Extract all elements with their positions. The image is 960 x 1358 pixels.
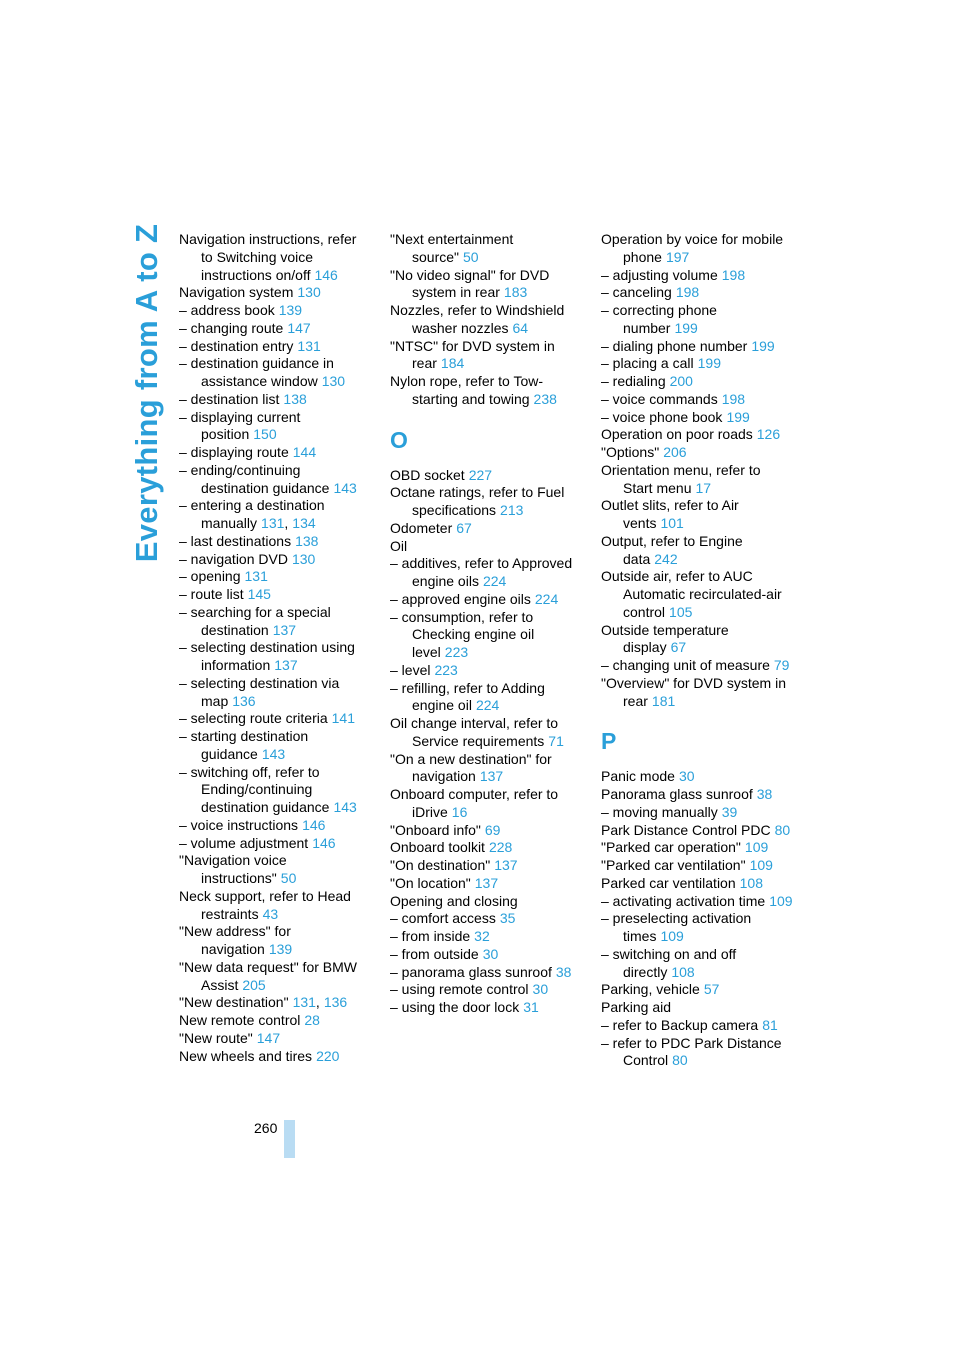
index-entry — [390, 839, 582, 857]
page-link[interactable]: 130 — [321, 373, 346, 389]
entry-text: Oil change interval, refer to Service requirements — [390, 715, 559, 749]
index-entry — [179, 852, 371, 888]
index-entry — [179, 568, 371, 586]
index-entry — [601, 786, 793, 804]
entry-text: – opening — [179, 568, 241, 585]
index-column-3 — [601, 231, 793, 1070]
page-link[interactable]: 43 — [262, 905, 279, 922]
index-entry — [601, 910, 793, 946]
entry-text: Panic mode — [601, 768, 675, 785]
entry-text: Orientation menu, refer to Start menu — [601, 461, 761, 496]
index-entry — [601, 338, 793, 356]
index-entry — [179, 391, 371, 409]
index-entry — [601, 391, 793, 409]
index-entry — [601, 875, 793, 893]
page-link[interactable]: 139 — [278, 302, 303, 318]
entry-text: – starting destination guidance — [179, 728, 309, 762]
page-link[interactable]: 16 — [451, 803, 468, 820]
index-entry — [601, 284, 793, 302]
entry-text: – voice phone book — [601, 408, 723, 425]
index-entry — [601, 302, 793, 338]
index-column-2 — [390, 231, 582, 1017]
index-entry — [179, 231, 371, 284]
entry-text: Output, refer to Engine data — [601, 532, 743, 567]
index-entry — [390, 964, 582, 982]
index-entry — [179, 462, 371, 498]
entry-text: – voice instructions — [179, 816, 299, 833]
entry-text: "New data request" for BMW Assist — [179, 958, 358, 993]
page-link[interactable]: 227 — [468, 466, 493, 483]
page-link[interactable]: 137 — [474, 874, 499, 891]
entry-text: Outside air, refer to AUC Automatic recirculated-air control — [601, 568, 782, 620]
entry-text: – from inside — [390, 928, 471, 944]
index-entry — [179, 959, 371, 995]
page-link[interactable]: 238 — [533, 390, 557, 407]
page-link[interactable]: 206 — [663, 444, 687, 460]
index-entry — [390, 520, 582, 538]
page-link[interactable]: 101 — [660, 515, 684, 531]
page-link[interactable]: 57 — [703, 981, 720, 998]
index-entry — [390, 715, 582, 751]
index-entry — [390, 822, 582, 840]
index-entry — [179, 551, 371, 569]
index-entry — [179, 444, 371, 462]
page-link[interactable]: 131 — [292, 994, 316, 1011]
page-link[interactable]: 38 — [756, 786, 773, 802]
index-entry — [179, 835, 371, 853]
page-link[interactable]: 197 — [665, 248, 690, 265]
entry-text: – volume adjustment — [179, 834, 309, 851]
entry-text: – adjusting volume — [601, 266, 718, 283]
page-link[interactable]: 205 — [242, 976, 266, 993]
index-entry — [601, 462, 793, 498]
page-link[interactable]: 138 — [295, 532, 319, 549]
entry-text: "Navigation voice instructions" — [179, 852, 287, 886]
page-link[interactable]: 81 — [762, 1016, 778, 1033]
entry-text: – navigation DVD — [179, 550, 288, 567]
page-link[interactable]: 126 — [756, 426, 781, 443]
entry-text: – destination guidance in assistance window — [179, 355, 334, 389]
page-link[interactable]: 220 — [316, 1047, 340, 1064]
index-entry — [390, 680, 582, 716]
entry-text: – level — [390, 661, 431, 678]
index-entry — [390, 484, 582, 520]
page-link[interactable]: 71 — [548, 732, 564, 749]
page-link[interactable]: 143 — [261, 745, 286, 762]
entry-text: – voice commands — [601, 390, 718, 407]
page-link[interactable]: 30 — [482, 945, 499, 962]
entry-text: "New route" — [179, 1029, 253, 1046]
entry-text: Parked car ventilation — [601, 874, 736, 891]
index-entry — [390, 946, 582, 964]
entry-text: – refer to Backup camera — [601, 1016, 759, 1033]
page-link[interactable]: 184 — [440, 355, 465, 372]
entry-text: – destination list — [179, 390, 280, 407]
page-link[interactable]: 146 — [314, 266, 338, 283]
page-link[interactable]: 141 — [331, 710, 355, 727]
index-entry — [390, 538, 582, 556]
entry-text: – route list — [179, 586, 244, 602]
page-link[interactable]: 31 — [523, 999, 539, 1015]
index-entry — [601, 822, 793, 840]
entry-text: – moving manually — [601, 803, 718, 820]
page-link[interactable]: 224 — [534, 590, 559, 607]
page-link[interactable]: 130 — [297, 284, 321, 301]
entry-text: Onboard computer, refer to iDrive — [390, 786, 559, 820]
page-link[interactable]: 134 — [292, 515, 316, 531]
index-entry — [390, 999, 582, 1017]
index-entry — [390, 910, 582, 928]
index-entry — [390, 893, 582, 911]
entry-text: Navigation system — [179, 284, 294, 301]
page-link[interactable]: 137 — [479, 768, 504, 785]
entry-text: – address book — [179, 302, 275, 318]
page-link[interactable]: 198 — [675, 284, 700, 301]
page-link[interactable]: 136 — [232, 692, 256, 709]
entry-text: Nylon rope, refer to Tow-starting and towing — [390, 373, 544, 407]
index-entry — [390, 555, 582, 591]
entry-text: "Parked car operation" — [601, 839, 741, 856]
entry-text: – canceling — [601, 284, 672, 301]
page-link[interactable]: 138 — [283, 390, 307, 407]
index-entry — [179, 888, 371, 924]
index-entry — [601, 893, 793, 911]
index-column-1 — [179, 231, 371, 1065]
index-entry — [601, 1035, 793, 1071]
index-entry — [601, 497, 793, 533]
entry-text: "Options" — [601, 444, 660, 460]
page-link[interactable]: 199 — [674, 319, 698, 336]
entry-text: – selecting route criteria — [179, 710, 328, 727]
entry-text: Neck support, refer to Head restraints — [179, 887, 351, 922]
entry-text: "NTSC" for DVD system in rear — [390, 337, 555, 372]
index-entry — [601, 622, 793, 658]
entry-text: – last destinations — [179, 532, 292, 549]
page-link[interactable]: 242 — [654, 550, 678, 567]
index-entry — [179, 355, 371, 391]
entry-text: Panorama glass sunroof — [601, 786, 753, 802]
page-link[interactable]: 105 — [669, 603, 693, 620]
letter-heading: O — [390, 426, 408, 453]
index-entry — [601, 444, 793, 462]
page-link[interactable]: 199 — [697, 355, 721, 372]
page-link[interactable]: 67 — [456, 519, 472, 536]
index-entry — [390, 786, 582, 822]
index-entry — [390, 857, 582, 875]
page-marker-bar — [284, 1120, 295, 1158]
entry-text: – using the door lock — [390, 999, 520, 1015]
entry-text: "No video signal" for DVD system in rear — [390, 266, 550, 301]
index-entry — [601, 355, 793, 373]
entry-text: New wheels and tires — [179, 1047, 313, 1064]
index-entry — [601, 267, 793, 285]
entry-text: – switching off, refer to Ending/continuing destination guidance — [179, 763, 330, 815]
page-link[interactable]: 137 — [494, 857, 518, 873]
page-link[interactable]: 224 — [475, 697, 500, 714]
page-link[interactable]: 30 — [532, 981, 549, 998]
index-entry — [601, 981, 793, 999]
entry-text: – from outside — [390, 945, 479, 962]
page-link[interactable]: 28 — [304, 1012, 320, 1028]
entry-text: – changing route — [179, 319, 284, 336]
page-link[interactable]: 35 — [499, 910, 516, 927]
index-entry — [179, 728, 371, 764]
index-entry — [601, 568, 793, 621]
index-entry — [390, 662, 582, 680]
page-link[interactable]: 223 — [444, 644, 469, 660]
page-link[interactable]: 143 — [333, 479, 357, 496]
entry-text: "New address" for navigation — [179, 923, 291, 957]
index-entry — [179, 320, 371, 338]
index-entry — [179, 533, 371, 551]
index-entry — [601, 839, 793, 857]
index-entry — [390, 875, 582, 893]
entry-text: – selecting destination via map — [179, 674, 340, 709]
page-link[interactable]: 147 — [256, 1029, 281, 1046]
page-link[interactable]: 223 — [434, 661, 458, 678]
entry-text: "Overview" for DVD system in rear — [601, 674, 786, 709]
index-entry — [601, 804, 793, 822]
page-separator: , — [315, 994, 320, 1011]
entry-text: "On destination" — [390, 857, 491, 873]
index-entry — [601, 675, 793, 711]
index-entry — [601, 426, 793, 444]
index-entry — [390, 751, 582, 787]
page-link[interactable]: 199 — [751, 337, 775, 354]
entry-text: – activating activation time — [601, 892, 766, 909]
entry-text: – ending/continuing destination guidance — [179, 461, 330, 496]
page-link[interactable]: 108 — [671, 963, 695, 980]
entry-text: – correcting phone number — [601, 302, 717, 336]
page-link[interactable]: 199 — [726, 408, 750, 425]
index-entry — [390, 267, 582, 303]
index-entry — [179, 338, 371, 356]
page-link[interactable]: 64 — [512, 319, 529, 336]
page-link[interactable]: 144 — [292, 444, 317, 460]
page-link[interactable]: 108 — [739, 874, 763, 891]
index-entry — [179, 302, 371, 320]
entry-text: "On a new destination" for navigation — [390, 750, 552, 785]
index-entry — [179, 1048, 371, 1066]
entry-text: – using remote control — [390, 981, 529, 998]
page-link[interactable]: 200 — [669, 373, 693, 389]
entry-text: "New destination" — [179, 994, 289, 1011]
index-entry — [390, 302, 582, 338]
entry-text: – refer to PDC Park Distance Control — [601, 1034, 782, 1069]
entry-text: – comfort access — [390, 910, 496, 927]
page-link[interactable]: 69 — [484, 821, 501, 838]
index-entry — [179, 586, 371, 604]
entry-text: Opening and closing — [390, 892, 518, 909]
page-link[interactable]: 137 — [272, 621, 297, 638]
index-entry — [390, 591, 582, 609]
entry-text: Octane ratings, refer to Fuel specifications — [390, 484, 565, 518]
entry-text: – redialing — [601, 373, 666, 389]
page-link[interactable]: 109 — [769, 892, 793, 909]
index-entry — [601, 533, 793, 569]
entry-text: – displaying route — [179, 444, 289, 460]
page-link[interactable]: 224 — [482, 573, 507, 589]
entry-text: "Parked car ventilation" — [601, 857, 746, 873]
index-entry — [390, 467, 582, 485]
page-link[interactable]: 146 — [312, 834, 336, 851]
entry-text: Operation on poor roads — [601, 426, 753, 443]
page-link[interactable]: 17 — [695, 479, 712, 496]
entry-text: – destination entry — [179, 337, 294, 354]
page-link[interactable]: 50 — [463, 248, 479, 265]
page-link[interactable]: 79 — [773, 657, 790, 673]
page-link[interactable]: 38 — [555, 963, 572, 980]
page-link[interactable]: 130 — [291, 550, 316, 567]
page-link[interactable]: 145 — [247, 586, 271, 602]
index-entry — [601, 857, 793, 875]
page-link[interactable]: 109 — [749, 857, 773, 873]
entry-text: – preselecting activation times — [601, 910, 752, 944]
side-title-text: Everything from A to Z — [129, 223, 164, 563]
page-link[interactable]: 181 — [651, 692, 676, 709]
index-entry — [179, 675, 371, 711]
page-link[interactable]: 150 — [253, 426, 277, 443]
entry-text: Outlet slits, refer to Air vents — [601, 497, 739, 531]
page-link[interactable]: 131 — [297, 337, 321, 354]
index-entry — [179, 994, 371, 1012]
index-entry — [390, 928, 582, 946]
side-title — [129, 223, 164, 563]
page-link[interactable]: 183 — [503, 284, 528, 301]
index-entry — [390, 231, 582, 267]
page-number: 260 — [254, 1120, 278, 1136]
index-entry — [390, 981, 582, 999]
page-link[interactable]: 147 — [287, 319, 311, 336]
page-link[interactable]: 139 — [268, 941, 293, 957]
index-entry — [179, 284, 371, 302]
entry-text: OBD socket — [390, 466, 465, 483]
page-link[interactable]: 39 — [721, 803, 738, 820]
entry-text: – refilling, refer to Adding engine oil — [390, 679, 545, 714]
index-entry — [179, 764, 371, 817]
page-link[interactable]: 137 — [274, 657, 298, 673]
index-entry — [179, 923, 371, 959]
page-link[interactable]: 131 — [244, 568, 268, 585]
entry-text: – panorama glass sunroof — [390, 963, 552, 980]
page-link[interactable]: 143 — [333, 799, 357, 815]
entry-text: Parking, vehicle — [601, 981, 700, 998]
entry-text: – placing a call — [601, 355, 694, 372]
page-link[interactable]: 32 — [474, 928, 490, 944]
entry-text: – changing unit of measure — [601, 657, 770, 673]
entry-text: Oil — [390, 537, 408, 554]
index-entry — [390, 373, 582, 409]
entry-text: – dialing phone number — [601, 337, 748, 354]
index-entry — [179, 497, 371, 533]
page-link[interactable]: 67 — [670, 639, 687, 656]
entry-text: – additives, refer to Approved engine oils — [390, 555, 573, 589]
entry-text: – entering a destination manually — [179, 497, 325, 531]
index-entry — [601, 1017, 793, 1035]
page-link[interactable]: 30 — [678, 768, 695, 785]
entry-text: – searching for a special destination — [179, 603, 331, 638]
page-link[interactable]: 228 — [488, 839, 513, 856]
entry-text: Odometer — [390, 519, 453, 536]
page-link[interactable]: 109 — [660, 928, 684, 944]
entry-text: Onboard toolkit — [390, 839, 485, 856]
index-entry — [601, 231, 793, 267]
entry-text: "On location" — [390, 874, 471, 891]
entry-text: – switching on and off directly — [601, 945, 737, 980]
entry-text: – displaying current position — [179, 408, 301, 443]
index-entry — [601, 946, 793, 982]
index-entry — [179, 639, 371, 675]
entry-text: Navigation instructions, refer to Switching voice instructions on/off — [179, 231, 357, 283]
index-entry — [179, 604, 371, 640]
entry-text: Nozzles, refer to Windshield washer nozzles — [390, 302, 565, 336]
page-link[interactable]: 198 — [721, 390, 746, 407]
page-link[interactable]: 50 — [280, 870, 297, 886]
page-link[interactable]: 213 — [500, 502, 524, 518]
index-entry — [601, 768, 793, 786]
entry-text: Parking aid — [601, 999, 672, 1015]
index-entry — [390, 609, 582, 662]
entry-text: "Onboard info" — [390, 821, 481, 838]
entry-text: – approved engine oils — [390, 590, 531, 607]
entry-text: – consumption, refer to Checking engine oil level — [390, 608, 535, 660]
page-separator: , — [284, 515, 289, 531]
entry-text: Outside temperature display — [601, 621, 729, 656]
page-link[interactable]: 136 — [323, 994, 348, 1011]
index-entry — [601, 373, 793, 391]
index-entry — [179, 710, 371, 728]
index-entry — [601, 409, 793, 427]
entry-text: Park Distance Control PDC — [601, 821, 771, 838]
page-link[interactable]: 131 — [261, 515, 285, 531]
page-link[interactable]: 198 — [721, 266, 746, 283]
page-link[interactable]: 80 — [774, 821, 791, 838]
index-entry — [179, 1012, 371, 1030]
page-link[interactable]: 146 — [302, 816, 326, 833]
entry-text: "Next entertainment source" — [390, 231, 514, 265]
index-entry — [390, 338, 582, 374]
letter-heading: P — [601, 728, 617, 755]
entry-text: Operation by voice for mobile phone — [601, 231, 784, 265]
entry-text: New remote control — [179, 1012, 301, 1028]
index-entry — [179, 1030, 371, 1048]
page-link[interactable]: 109 — [744, 839, 769, 856]
entry-text: – selecting destination using information — [179, 639, 355, 673]
index-entry — [179, 409, 371, 445]
index-entry — [601, 657, 793, 675]
index-entry — [179, 817, 371, 835]
index-entry — [601, 999, 793, 1017]
page-link[interactable]: 80 — [672, 1052, 688, 1069]
